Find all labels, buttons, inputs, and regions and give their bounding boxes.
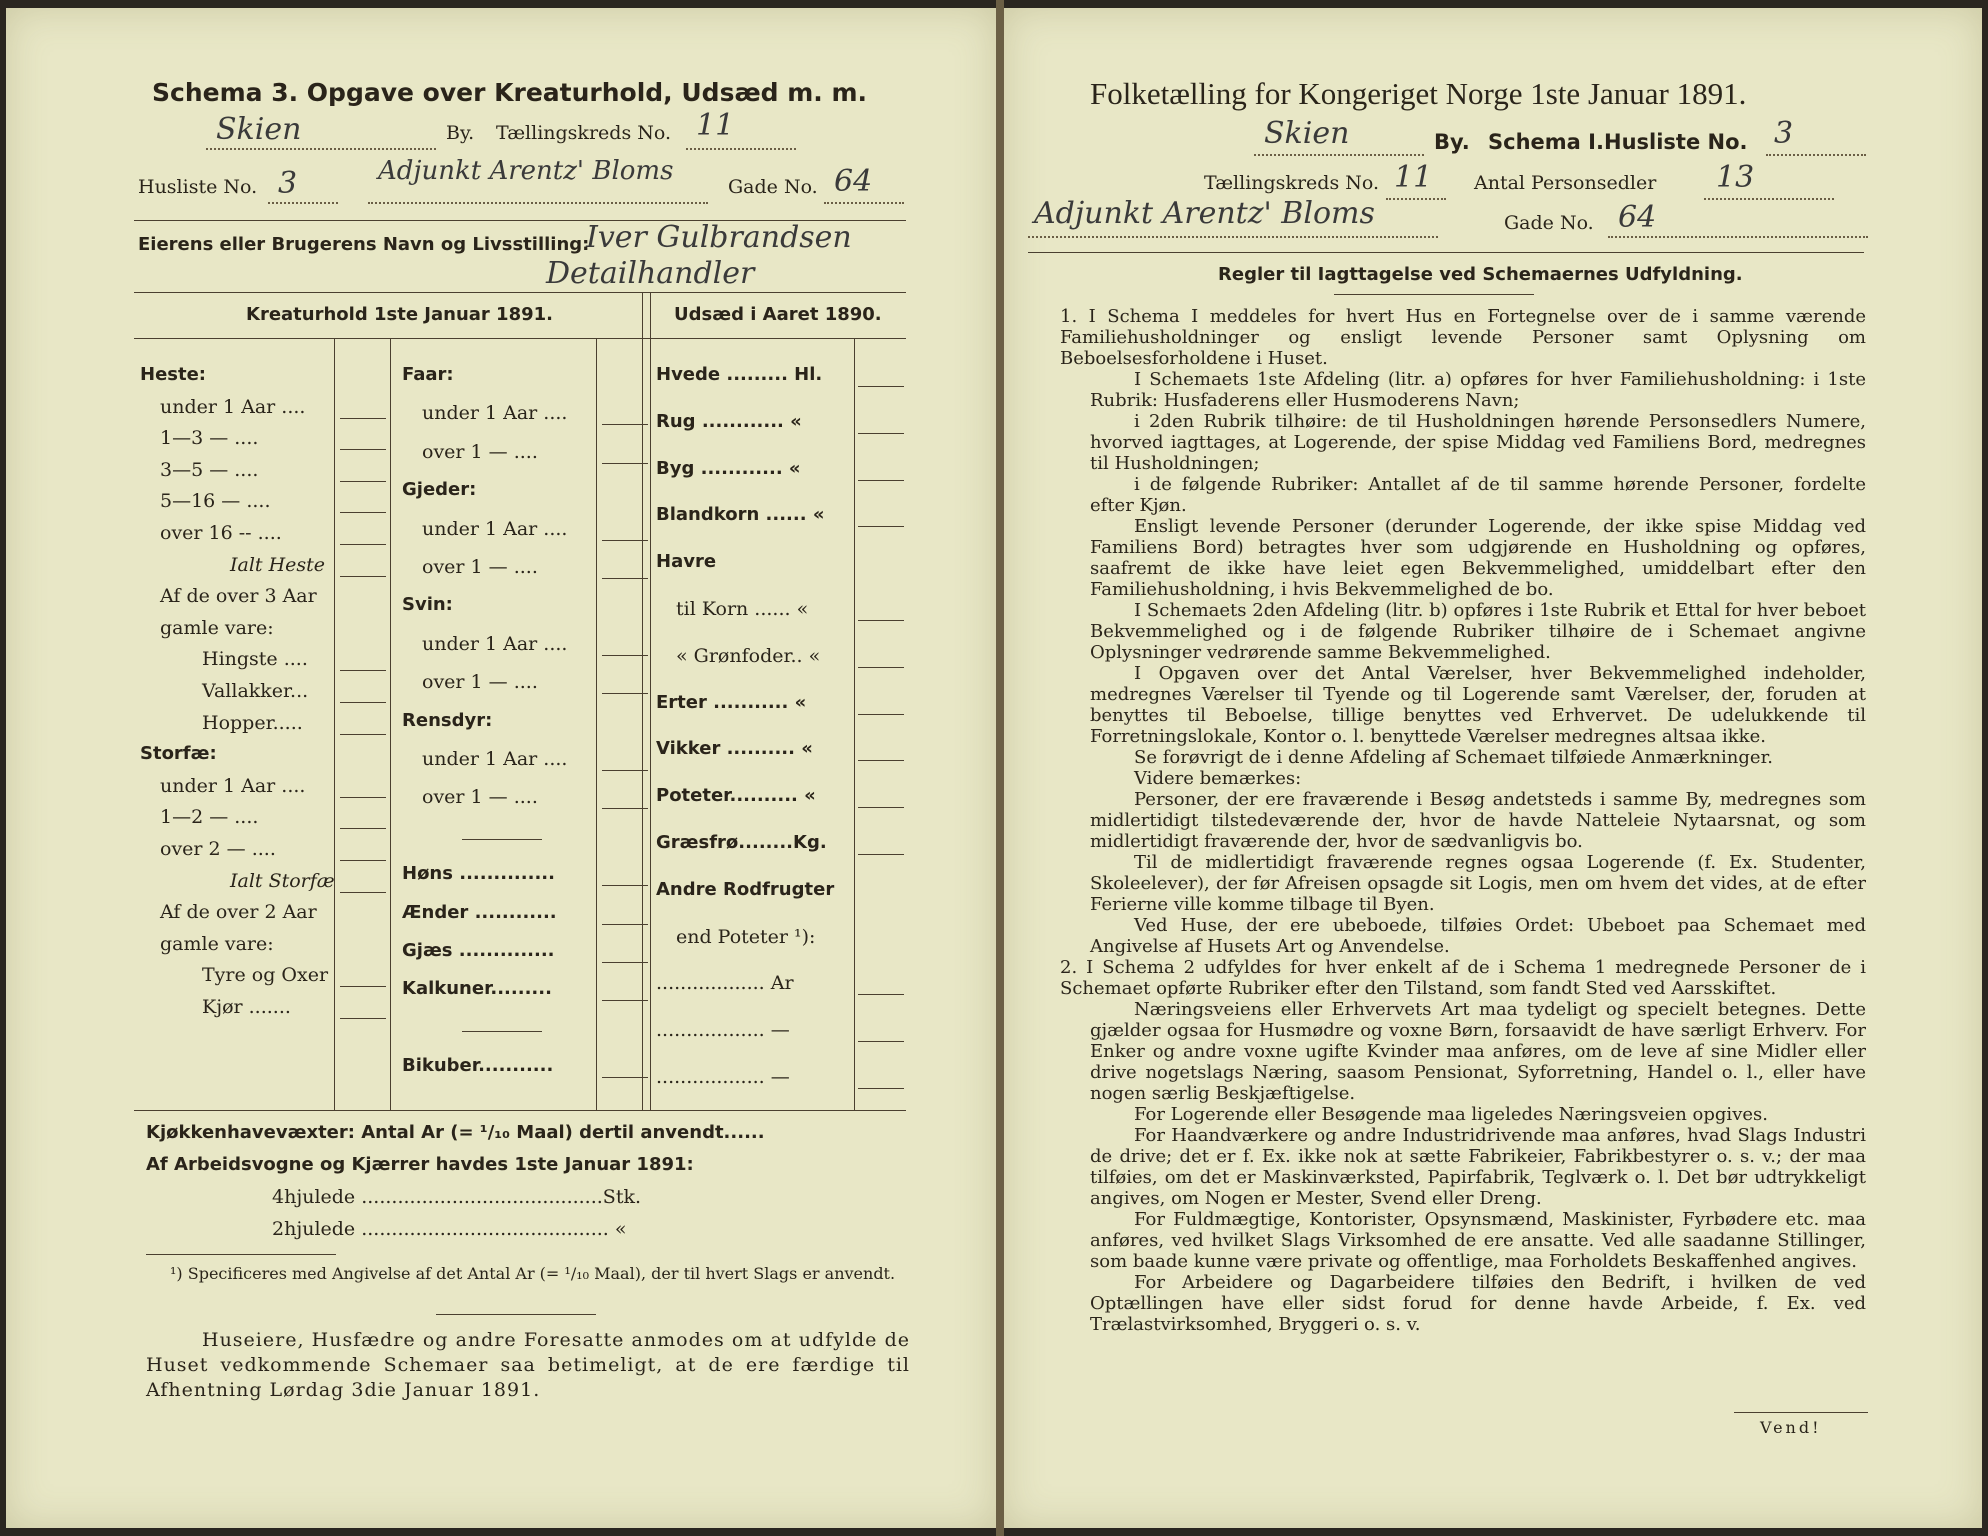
rule-paragraph: I Opgaven over det Antal Værelser, hver Bekvemmelighed indeholder, medregnes Værelser til Tyende og til Logerende samt Værelser, der, foruden at benyttes til Beboelse, tillige benyttes ved Erhvervet. De udelukkende til Forretningslokale, Kontor o. l. benyttede Værelser medregnes altsaa ikke. xyxy=(1090,663,1866,747)
form-row-label: Storfæ: xyxy=(140,743,217,765)
entry-line xyxy=(602,655,648,656)
col-header-udsaed: Udsæd i Aaret 1890. xyxy=(674,304,882,325)
entry-line xyxy=(858,386,904,387)
form-row-label: under 1 Aar .... xyxy=(160,395,306,418)
entry-line xyxy=(340,449,386,450)
form-row-label: Hvede ......... Hl. xyxy=(656,364,823,385)
rule-paragraph: For Arbeidere og Dagarbeidere tilføies den Bedrift, i hvilken de ved Optællingen have eller sidst forud for denne havde Arbeide, f. Ex. ved Trælastvirksomhed, Bryggeri o. s. v. xyxy=(1090,1272,1866,1335)
entry-line xyxy=(602,540,648,541)
kjokken-text: Kjøkkenhavevæxter: Antal Ar (= ¹/₁₀ Maal) dertil anvendt...... xyxy=(146,1122,765,1143)
entry-line xyxy=(340,418,386,419)
form-row-label: Faar: xyxy=(402,364,454,385)
entry-line xyxy=(858,854,904,855)
rule-paragraph: Personer, der ere fraværende i Besøg andetsteds i samme By, medregnes som midlertidigt tilstedeværende der, hvor de havde Natteleie Nytaarsnat, og som midlertidigt fraværende der, hvor de sædvanligvis bo. xyxy=(1090,789,1866,852)
form-row-label: 1—2 — .... xyxy=(160,806,259,829)
form-row-label: 1—3 — .... xyxy=(160,427,259,450)
form-row-label: .................. Ar xyxy=(656,972,794,995)
form-row-label: Svin: xyxy=(402,594,453,616)
schema-label: Schema I. xyxy=(1488,130,1604,154)
form-row-label: 3—5 — .... xyxy=(160,458,259,481)
owner-label: Eierens eller Brugerens Navn og Livsstilling: xyxy=(138,234,590,255)
gade-value: 64 xyxy=(834,164,873,199)
entry-line xyxy=(858,480,904,481)
husliste-label: Husliste No. xyxy=(138,176,258,198)
kreds-label: Tællingskreds No. xyxy=(496,122,671,144)
entry-line xyxy=(858,760,904,761)
entry-line xyxy=(340,702,386,703)
form-row-label: Ænder ............ xyxy=(402,901,557,923)
rule-paragraph: 2. I Schema 2 udfyldes for hver enkelt af de i Schema 1 medregnede Personer de i Schemaet opførte Rubriker efter den Tilstand, som fandt Sted ved Aarsskiftet. xyxy=(1060,957,1866,999)
right-gade-value: 64 xyxy=(1618,200,1657,235)
gade-label: Gade No. xyxy=(728,176,818,198)
rules-body xyxy=(1060,306,1866,1335)
right-husliste-label: Husliste No. xyxy=(1604,130,1748,154)
rule-paragraph: I Schemaets 2den Afdeling (litr. b) opføres i 1ste Rubrik et Ettal for hver beboet Bekvemmelighed og i de følgende Rubriker tilhøire de i Schemaet angivne Oplysninger vedrørende samme Bekvemmelighed. xyxy=(1090,600,1866,663)
by-value: Skien xyxy=(216,112,302,147)
entry-line xyxy=(340,512,386,513)
husliste-value: 3 xyxy=(278,166,298,201)
form-row-label: Kjør ....... xyxy=(202,996,291,1018)
right-by-label: By. xyxy=(1434,130,1470,154)
form-row-label: under 1 Aar .... xyxy=(422,517,568,540)
entry-line xyxy=(858,433,904,434)
rule-paragraph: i 2den Rubrik tilhøire: de til Husholdningen hørende Personsedlers Numere, hvorved iagttages, at Logerende, der spise Middag ved Familiens Bord, medregnes til Husholdningen; xyxy=(1090,411,1866,474)
entry-line xyxy=(340,797,386,798)
hjul2-text: 2hjulede ......................................... « xyxy=(272,1218,627,1240)
form-row-label: under 1 Aar .... xyxy=(422,748,568,770)
rule-paragraph: i de følgende Rubriker: Antallet af de til samme hørende Personer, fordelte efter Kjøn. xyxy=(1090,474,1866,516)
form-row-label: til Korn ...... « xyxy=(676,598,809,620)
form-row-label: under 1 Aar .... xyxy=(160,774,306,797)
separator xyxy=(462,1031,542,1032)
personsedler-label: Antal Personsedler xyxy=(1474,172,1657,194)
entry-line xyxy=(858,526,904,527)
rule-paragraph: For Haandværkere og andre Industridrivende maa anføres, hvad Slags Industri de drive; det er f. Ex. ikke nok at sætte Fabrikeier, Fabrikbestyrer o. s. v.; der maa tilføies, om det er Maskinværksted, Papirfabrik, Teglværk o. l. Det bør udtrykkeligt angives, om Nogen er Mester, Svend eller Dreng. xyxy=(1090,1125,1866,1209)
form-row-label: Vikker .......... « xyxy=(656,738,813,760)
right-kreds-label: Tællingskreds No. xyxy=(1204,172,1379,194)
entry-line xyxy=(858,620,904,621)
entry-line xyxy=(602,808,648,809)
form-row-label: Byg ............ « xyxy=(656,457,801,479)
rule-paragraph: Videre bemærkes: xyxy=(1134,768,1302,789)
rule-paragraph: Ensligt levende Personer (derunder Logerende, der ikke spise Middag ved Familiens Bord) betragtes hver som udgjørende en Husholdning og opføres, saafremt de ikke have leiet egen Bekvemmelighed, umiddelbart efter den Familiehusholdning, i hvis Bekvemmelighed de bo. xyxy=(1090,516,1866,600)
form-row-label: « Grønfoder.. « xyxy=(676,644,821,667)
entry-line xyxy=(340,860,386,861)
entry-line xyxy=(602,693,648,694)
entry-line xyxy=(602,962,648,963)
form-row-label: over 2 — .... xyxy=(160,838,276,860)
entry-line xyxy=(340,892,386,893)
form-row-label: under 1 Aar .... xyxy=(422,402,568,425)
form-row-label: over 1 — .... xyxy=(422,556,538,578)
footnote: ¹) Specificeres med Angivelse af det Antal Ar (= ¹/₁₀ Maal), der til hvert Slags er anvendt. xyxy=(170,1264,896,1283)
arbeids-text: Af Arbeidsvogne og Kjærrer havdes 1ste Januar 1891: xyxy=(146,1154,694,1175)
by-label: By. xyxy=(446,122,475,144)
entry-line xyxy=(340,734,386,735)
entry-line xyxy=(858,994,904,995)
form-row-label: Andre Rodfrugter xyxy=(656,878,835,900)
entry-line xyxy=(602,885,648,886)
entry-line xyxy=(340,544,386,545)
form-row-label: over 1 — .... xyxy=(422,786,538,809)
gutter xyxy=(996,0,1004,1536)
rule-paragraph: Næringsveiens eller Erhvervets Art maa tydeligt og specielt betegnes. Dette gjælder ogsaa for Husmødre og voxne Børn, forsaavidt de have særligt Erhverv. For Enker og andre voxne ugifte Kvinder maa anføres, om de leve af sine Midler eller drive nogetslags Næring, saasom Pensionat, Syforretning, Handel o. l., eller have nogen særlig Beskjæftigelse. xyxy=(1090,999,1866,1104)
entry-line xyxy=(602,1077,648,1078)
form-row-label: Hopper..... xyxy=(202,711,303,734)
entry-line xyxy=(858,714,904,715)
form-row-label: 5—16 — .... xyxy=(160,490,271,513)
entry-line xyxy=(340,828,386,829)
entry-line xyxy=(602,463,648,464)
form-row-label: Kalkuner......... xyxy=(402,978,552,1000)
form-row-label: Heste: xyxy=(140,364,206,385)
rule-paragraph: For Logerende eller Besøgende maa ligeledes Næringsveien opgives. xyxy=(1134,1104,1768,1125)
left-page xyxy=(6,8,996,1528)
entry-line xyxy=(858,1041,904,1042)
entry-line xyxy=(602,1000,648,1001)
form-row-label: Blandkorn ...... « xyxy=(656,504,825,526)
rule-paragraph: I Schemaets 1ste Afdeling (litr. a) opføres for hver Familiehusholdning: i 1ste Rubrik: Husfaderens eller Husmoderens Navn; xyxy=(1090,369,1866,411)
entry-line xyxy=(602,578,648,579)
entry-line xyxy=(340,1018,386,1019)
form-row-label: Poteter.......... « xyxy=(656,785,816,807)
form-row-label: end Poteter ¹): xyxy=(676,925,816,948)
form-row-label: Ialt Heste xyxy=(230,553,326,576)
entry-line xyxy=(340,670,386,671)
rules-title: Regler til Iagttagelse ved Schemaernes Udfyldning. xyxy=(1218,264,1743,285)
entry-line xyxy=(340,481,386,482)
form-row-label: over 16 -- .... xyxy=(160,522,282,544)
form-row-label: Høns .............. xyxy=(402,863,555,885)
col-header-kreatur: Kreaturhold 1ste Januar 1891. xyxy=(246,304,553,325)
entry-line xyxy=(602,770,648,771)
entry-line xyxy=(602,424,648,425)
entry-line xyxy=(858,1088,904,1089)
entry-line xyxy=(858,807,904,808)
street-value: Adjunkt Arentz' Bloms xyxy=(378,156,674,186)
right-street-value: Adjunkt Arentz' Bloms xyxy=(1034,196,1375,231)
form-row-label: Rug ............ « xyxy=(656,410,802,432)
rule-paragraph: Se forøvrigt de i denne Afdeling af Schemaet tilføiede Anmærkninger. xyxy=(1134,747,1773,768)
rule-paragraph: Ved Huse, der ere ubeboede, tilføies Ordet: Ubeboet paa Schemaet med Angivelse af Husets Art og Anvendelse. xyxy=(1090,915,1866,957)
rule-paragraph: 1. I Schema I meddeles for hvert Hus en Fortegnelse over de i samme værende Familiehusholdninger og ensligt levende Personer samt Oplysning om Beboelsesforholdene i Huset. xyxy=(1060,306,1866,369)
right-husliste-value: 3 xyxy=(1774,116,1794,151)
notice: Huseiere, Husfædre og andre Foresatte anmodes om at udfylde de Huset vedkommende Schemaer saa betimeligt, at de ere færdige til Afhentning Lørdag 3die Januar 1891. xyxy=(146,1329,910,1401)
form-row-label: Rensdyr: xyxy=(402,709,493,731)
form-row-label: over 1 — .... xyxy=(422,671,538,694)
form-row-label: Havre xyxy=(656,551,717,573)
form-row-label: Græsfrø........Kg. xyxy=(656,832,827,853)
hjul4-text: 4hjulede ........................................Stk. xyxy=(272,1186,642,1208)
form-row-label: gamle vare: xyxy=(160,932,274,955)
form-row-label: Af de over 3 Aar xyxy=(160,585,317,608)
form-row-label: over 1 — .... xyxy=(422,440,538,463)
right-title: Folketælling for Kongeriget Norge 1ste Januar 1891. xyxy=(1090,76,1747,111)
left-title: Schema 3. Opgave over Kreaturhold, Udsæd m. m. xyxy=(152,78,868,107)
form-row-label: Tyre og Oxer xyxy=(202,964,329,987)
form-row-label: gamle vare: xyxy=(160,616,274,639)
entry-line xyxy=(340,576,386,577)
form-row-label: Af de over 2 Aar xyxy=(160,901,317,924)
form-row-label: Gjeder: xyxy=(402,479,477,501)
form-row-label: Hingste .... xyxy=(202,648,308,671)
form-row-label: Vallakker... xyxy=(202,680,309,702)
entry-line xyxy=(602,924,648,925)
separator xyxy=(462,839,542,840)
entry-line xyxy=(858,667,904,668)
right-kreds-value: 11 xyxy=(1394,160,1433,195)
vend-label: Vend! xyxy=(1760,1418,1822,1437)
form-row-label: Gjæs .............. xyxy=(402,940,555,961)
form-row-label: .................. — xyxy=(656,1019,790,1042)
right-by-value: Skien xyxy=(1264,116,1350,151)
personsedler-value: 13 xyxy=(1716,160,1755,195)
form-row-label: Bikuber........... xyxy=(402,1055,554,1077)
rule-paragraph: Til de midlertidigt fraværende regnes ogsaa Logerende (f. Ex. Studenter, Skoleelever), der før Afreisen opsagde sit Logis, men om hvem det vides, at de efter Ferierne ville komme tilbage til Byen. xyxy=(1090,852,1866,915)
right-page xyxy=(1004,8,1982,1528)
kreds-value: 11 xyxy=(696,108,735,143)
form-row-label: Erter ........... « xyxy=(656,691,807,713)
right-gade-label: Gade No. xyxy=(1504,212,1594,234)
rule-paragraph: For Fuldmægtige, Kontorister, Opsynsmænd, Maskinister, Fyrbødere etc. maa anføres, ved hvilket Slags Virksomhed de ere ansatte. Ved alle saadanne Stillinger, som baade kunne være private og offentlige, maa Forholdets Beskaffenhed angives. xyxy=(1090,1209,1866,1272)
owner-line2: Detailhandler xyxy=(546,256,755,291)
form-row-label: Ialt Storfæ xyxy=(230,869,335,892)
entry-line xyxy=(340,986,386,987)
form-row-label: .................. — xyxy=(656,1066,790,1088)
form-row-label: under 1 Aar .... xyxy=(422,632,568,655)
owner-line1: Iver Gulbrandsen xyxy=(586,220,852,255)
